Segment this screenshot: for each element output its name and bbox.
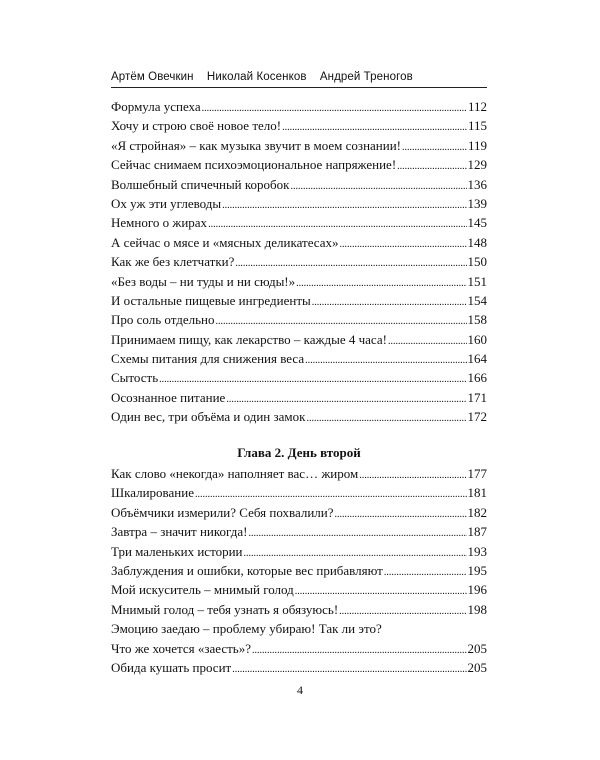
toc-entry-page: 193 bbox=[467, 543, 487, 559]
dot-leader bbox=[388, 332, 467, 348]
toc-entry-title: Заблуждения и ошибки, которые вес прибавляют bbox=[111, 562, 383, 578]
chapter-heading: Глава 2. День второй bbox=[237, 445, 361, 460]
toc-entry-title: Мнимый голод – тебя узнать я обязуюсь! bbox=[111, 601, 339, 617]
toc-entry-page: 129 bbox=[467, 157, 487, 173]
toc-entry-title: Как слово «некогда» наполняет вас… жиром bbox=[111, 466, 359, 481]
toc-entry-title: Мой искуситель – мнимый голод bbox=[111, 582, 294, 598]
toc-entry[interactable] bbox=[111, 293, 487, 312]
toc-entry[interactable] bbox=[111, 99, 487, 118]
dot-leader bbox=[359, 466, 466, 482]
toc-entry-page: 177 bbox=[467, 466, 487, 481]
toc-entry-page: 164 bbox=[467, 351, 487, 367]
dot-leader bbox=[290, 177, 466, 193]
dot-leader bbox=[339, 602, 466, 618]
toc-entry-page: 136 bbox=[467, 176, 487, 192]
toc-entry-title: Принимаем пищу, как лекарство – каждые 4 часа! bbox=[111, 331, 387, 347]
toc-entry-page: 115 bbox=[467, 118, 487, 134]
dot-leader bbox=[208, 215, 466, 231]
dot-leader bbox=[159, 370, 466, 386]
toc-entry[interactable] bbox=[111, 118, 487, 137]
toc-entry-page: 205 bbox=[467, 659, 487, 675]
toc-entry[interactable] bbox=[111, 138, 487, 157]
dot-leader bbox=[195, 485, 467, 501]
toc-entry-page: 182 bbox=[467, 504, 487, 520]
toc-entry-title: «Я стройная» – как музыка звучит в моем сознании! bbox=[111, 137, 401, 153]
toc-entry-title: Завтра – значит никогда! bbox=[111, 524, 248, 540]
dot-leader bbox=[282, 118, 467, 134]
toc-entry-title: Сытость bbox=[111, 370, 159, 386]
dot-leader bbox=[312, 293, 467, 309]
toc-entry-page: 171 bbox=[467, 389, 487, 405]
toc-entry-title: «Без воды – ни туды и ни сюды!» bbox=[111, 273, 296, 289]
toc-entry-page: 205 bbox=[467, 640, 487, 656]
dot-leader bbox=[306, 409, 466, 425]
toc-entry[interactable] bbox=[111, 215, 487, 234]
toc-entry-title: Немного о жирах bbox=[111, 215, 208, 231]
dot-leader bbox=[305, 351, 466, 367]
toc-entry[interactable] bbox=[111, 409, 487, 428]
toc-entry-page: 187 bbox=[467, 524, 487, 540]
toc-entry-title: Эмоцию заедаю – проблему убираю! Так ли это? bbox=[111, 621, 382, 637]
toc-entry-page: 198 bbox=[467, 601, 487, 617]
toc-entry-title: Один вес, три объёма и один замок bbox=[111, 409, 306, 425]
toc-entry[interactable] bbox=[111, 196, 487, 215]
toc-entry-title: Объёмчики измерили? Себя похвалили? bbox=[111, 504, 334, 520]
dot-leader bbox=[296, 274, 466, 290]
toc-entry-title: Осознанное питание bbox=[111, 389, 226, 405]
toc-entry-title: Хочу и строю своё новое тело! bbox=[111, 118, 282, 134]
toc-entry-page: 158 bbox=[467, 312, 487, 328]
toc-entry-page: 181 bbox=[467, 485, 487, 501]
toc-entry[interactable] bbox=[111, 157, 487, 176]
dot-leader bbox=[226, 390, 466, 406]
dot-leader bbox=[295, 582, 467, 598]
dot-leader bbox=[335, 505, 467, 521]
toc-entry[interactable] bbox=[111, 582, 487, 601]
toc-entry-page: 196 bbox=[467, 582, 487, 598]
dot-leader bbox=[252, 641, 466, 657]
toc-entry-page: 172 bbox=[467, 409, 487, 425]
toc-entry-page: 150 bbox=[467, 254, 487, 270]
toc-entry[interactable] bbox=[111, 177, 487, 196]
dot-leader bbox=[222, 196, 466, 212]
toc-entry-page: 145 bbox=[467, 215, 487, 231]
toc-entry[interactable] bbox=[111, 370, 487, 389]
toc-entry[interactable] bbox=[111, 544, 487, 563]
dot-leader bbox=[397, 157, 466, 173]
dot-leader bbox=[248, 524, 466, 540]
toc-entry[interactable] bbox=[111, 602, 487, 621]
dot-leader bbox=[244, 544, 467, 560]
toc-entry[interactable] bbox=[111, 563, 487, 582]
toc-entry-title: А сейчас о мясе и «мясных деликатесах» bbox=[111, 234, 339, 250]
toc-entry[interactable] bbox=[111, 505, 487, 524]
toc-entry[interactable] bbox=[111, 312, 487, 331]
toc-entry-title: Три маленьких истории bbox=[111, 543, 243, 559]
toc-entry-page: 151 bbox=[467, 273, 487, 289]
toc-entry[interactable] bbox=[111, 621, 487, 640]
toc-entry[interactable] bbox=[111, 660, 487, 679]
dot-leader bbox=[384, 563, 467, 579]
toc-entry-title: Формула успеха bbox=[111, 99, 201, 114]
toc-entry-title: Что же хочется «заесть»? bbox=[111, 640, 252, 656]
toc-section-1 bbox=[111, 99, 487, 429]
dot-leader bbox=[232, 660, 466, 676]
author-name: Николай Косенков bbox=[206, 71, 307, 83]
running-header bbox=[111, 71, 487, 88]
toc-entry-title: Про соль отдельно bbox=[111, 312, 215, 328]
toc-entry-page: 154 bbox=[467, 292, 487, 308]
dot-leader bbox=[235, 254, 466, 270]
toc-entry-page: 160 bbox=[467, 331, 487, 347]
toc-entry-title: И остальные пищевые ингредиенты bbox=[111, 292, 311, 308]
toc-entry-title: Схемы питания для снижения веса bbox=[111, 351, 305, 367]
toc-entry-title: Обида кушать просит bbox=[111, 659, 232, 675]
toc-entry-page: 119 bbox=[467, 137, 487, 153]
toc-entry[interactable] bbox=[111, 390, 487, 409]
page-number: 4 bbox=[297, 683, 303, 697]
toc-entry[interactable] bbox=[111, 235, 487, 254]
toc-entry-page: 112 bbox=[467, 99, 487, 114]
toc-entry-title: Волшебный спичечный коробок bbox=[111, 176, 290, 192]
toc-entry-title: Ох уж эти углеводы bbox=[111, 195, 222, 211]
toc-entry[interactable] bbox=[111, 254, 487, 273]
toc-entry[interactable] bbox=[111, 524, 487, 543]
toc-entry[interactable] bbox=[111, 485, 487, 504]
toc-entry-page: 195 bbox=[467, 562, 487, 578]
toc-entry-title: Сейчас снимаем психоэмоциональное напряжение! bbox=[111, 157, 397, 173]
dot-leader bbox=[340, 235, 467, 251]
toc-entry[interactable] bbox=[111, 466, 487, 485]
toc-entry-title: Как же без клетчатки? bbox=[111, 254, 235, 270]
toc-entry[interactable] bbox=[111, 274, 487, 293]
dot-leader bbox=[202, 99, 467, 115]
dot-leader bbox=[402, 138, 467, 154]
toc-entry-page: 139 bbox=[467, 195, 487, 211]
toc-entry[interactable] bbox=[111, 332, 487, 351]
toc-entry[interactable] bbox=[111, 641, 487, 660]
toc-entry-title: Шкалирование bbox=[111, 485, 194, 501]
author-name: Андрей Треногов bbox=[319, 71, 413, 83]
dot-leader bbox=[216, 312, 467, 328]
toc-entry-page: 166 bbox=[467, 370, 487, 386]
toc-section-2 bbox=[111, 466, 487, 679]
toc-entry-page: 148 bbox=[467, 234, 487, 250]
author-name: Артём Овечкин bbox=[111, 71, 194, 83]
toc-entry[interactable] bbox=[111, 351, 487, 370]
